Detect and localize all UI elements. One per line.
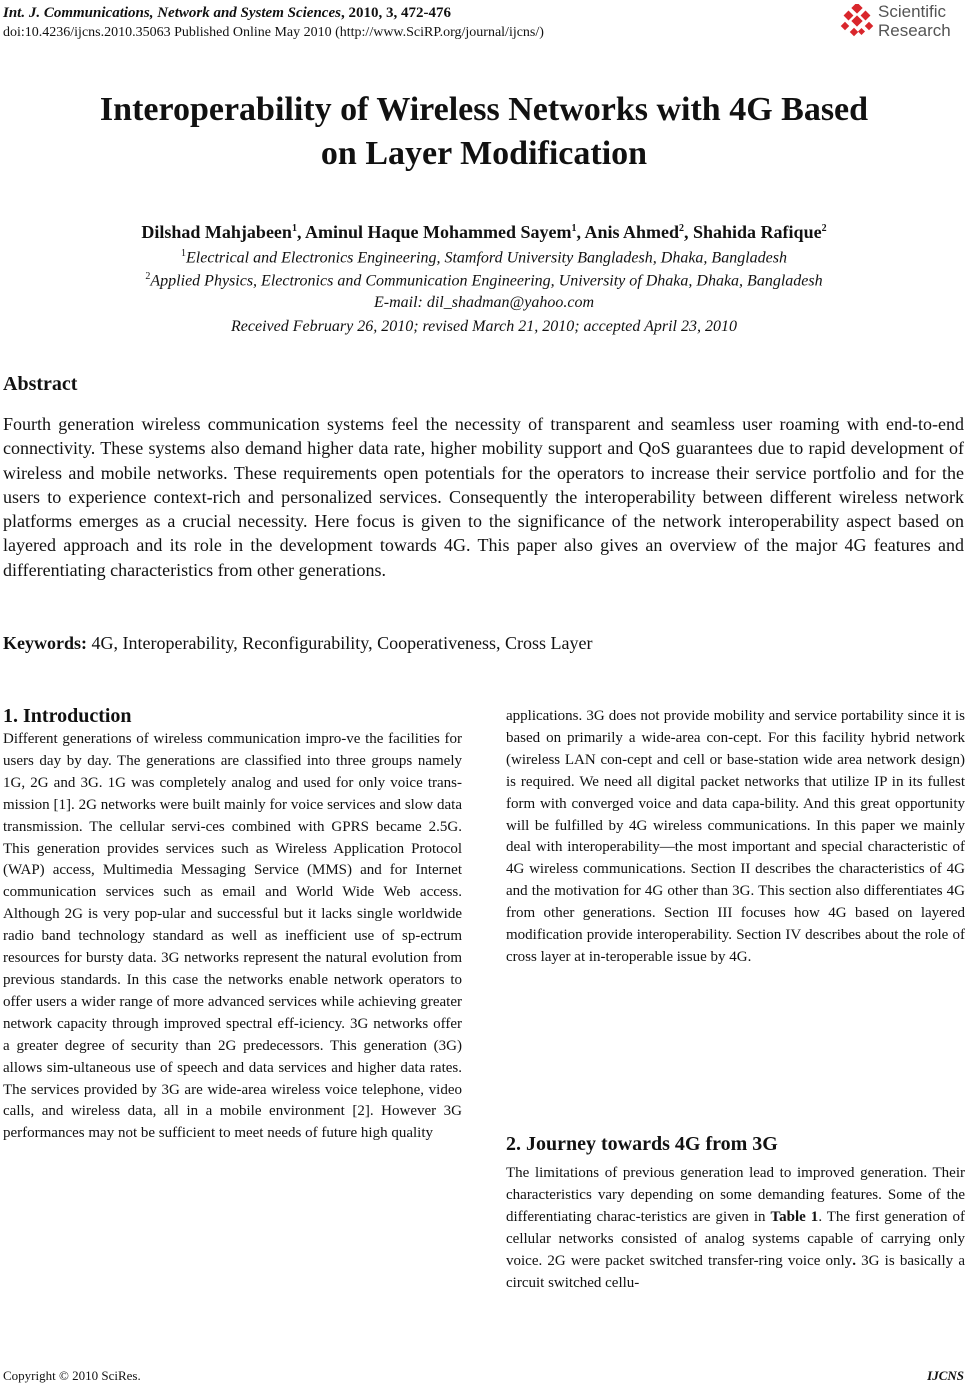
logo-line1: Scientific [878, 2, 947, 21]
paper-title [0, 88, 968, 176]
footer-journal: IJCNS [927, 1368, 964, 1383]
author-name: Anis Ahmed [584, 222, 680, 242]
keywords-text: 4G, Interoperability, Reconfigurability, Cooperativeness, Cross Layer [87, 633, 593, 653]
journal-volume: , 2010, 3, 472-476 [340, 5, 451, 21]
affiliation-1-mark: 1 [181, 248, 187, 259]
logo-line2: Research [878, 21, 951, 40]
copyright: Copyright © 2010 SciRes. [3, 1368, 141, 1383]
affiliation-1 [0, 248, 968, 267]
affiliation-2-text: Applied Physics, Electronics and Communication Engineering, University of Dhaka, Dhaka, Bangladesh [150, 272, 823, 290]
author-separator: , [576, 222, 585, 242]
author-separator: , [684, 222, 694, 242]
scientific-research-logo [840, 2, 962, 42]
author-affiliation-mark: 1 [571, 223, 577, 234]
author-affiliation-mark: 1 [291, 223, 297, 234]
section-1-body: Different generations of wireless communication impro-ve the facilities for users day by day. The generations are classified into three groups namely 1G, 2G and 3G. 1G was completely analog and used for only voice trans-mission [1]. 2G networks were built mainly for voice services and slow data transmission. The cellular servi-ces combined with GPRS became 2.5G. This generation provides services such as Wireless Application Protocol (WAP) access, Multimedia Messaging Service (MMS) and for Internet communication services such as email and World Wide Web access. Although 2G is very pop-ular and successful but it lacks single worldwide radio band technology standard as well as inefficient use of sp-ectrum resources for bursty data. 3G networks represent the natural evolution from previous standards. In this case the networks enable network operators to offer users a wider range of more advanced services while achieving greater network capacity through improved spectral eff-iciency. 3G networks offer a greater degree of security than 2G predecessors. This generation (3G) allows sim-ultaneous use of speech and data services and higher data rates. The services provided by 3G are wide-area wireless voice telephone, video calls, and wireless data, all in a mobile environment [2]. However 3G performances may not be sufficient to meet needs of future high quality [3, 731, 462, 1142]
title-line1: Interoperability of Wireless Networks with 4G Based [99, 91, 869, 128]
section-1-continuation: applications. 3G does not provide mobility and service portability since it is based on primarily a wide-area con-cept. For this facility hybrid network (wireless LAN con-cept and cell or base-station wide area network design) is required. We need all digital packet networks that utilize IP in its fullest form with converged voice and data capa-bility. And this great opportunity will be fulfilled by 4G wireless communications. In this paper we mainly deal with interoperability—the most important and special characteristic of 4G wireless communications. Section II describes the characteristics of 4G and the motivation for 4G other than 3G. This section also differentiates 4G from other generations. Section III focuses how 4G based on layered modification provide interoperability. Section IV describes about the role of cross layer at in-teroperable issue by 4G. [506, 708, 965, 965]
author-separator: , [296, 222, 305, 242]
author-list [0, 222, 968, 243]
affiliation-2 [0, 271, 968, 290]
keywords-label: Keywords: [3, 633, 87, 653]
title-line2: on Layer Modification [320, 135, 648, 172]
author-name: Dilshad Mahjabeen [141, 222, 292, 242]
section-2-text-mid: . The first generation of cellular networks consisted of analog systems capable of carrying only voice. 2G were packet switched transfer-ring voice only [506, 1208, 966, 1269]
author-affiliation-mark: 2 [821, 223, 827, 234]
section-1-heading: 1. Introduction [3, 705, 132, 727]
affiliation-1-text: Electrical and Electronics Engineering, Stamford University Bangladesh, Dhaka, Bangladesh [186, 249, 787, 267]
section-2-body [506, 1163, 965, 1294]
abstract-text: Fourth generation wireless communication systems feel the necessity of transparent and seamless user roaming with end-to-end connectivity. These systems also demand higher data rate, higher mobility support and QoS guarantees due to rapid development of wireless and mobile networks. These requirements open potentials for the operators to increase their service portfolio and for the users to experience context-rich and personalized services. Consequently the interoperability between different wireless network platforms emerges as a crucial necessity. Here focus is given to the significance of the network interoperability aspect based on layered approach and its role in the development towards 4G. This paper also gives an overview of the major 4G features and differentiating characteristics from other generations. [3, 414, 964, 580]
author-name: Aminul Haque Mohammed Sayem [304, 222, 572, 242]
table-1-reference[interactable]: Table 1 [770, 1208, 819, 1225]
section-2-heading: 2. Journey towards 4G from 3G [506, 1133, 778, 1155]
section-2-text-after: 3G is basically a circuit switched cellu- [506, 1252, 966, 1291]
email: E-mail: dil_shadman@yahoo.com [373, 294, 595, 311]
logo-icon [840, 4, 874, 38]
journal-name: Int. J. Communications, Network and System Sciences [3, 5, 341, 21]
affiliation-2-mark: 2 [145, 271, 151, 282]
doi-line: doi:10.4236/ijcns.2010.35063 Published Online May 2010 (http://www.SciRP.org/journal/ijcns/) [3, 25, 544, 40]
section-2-bold-period: . [852, 1252, 856, 1269]
keywords [3, 633, 593, 654]
author-name: Shahida Rafique [693, 222, 822, 242]
journal-header [3, 5, 451, 22]
section-2-text-before: The limitations of previous generation lead to improved generation. Their characteristics vary depending on some demanding features. Some of the differentiating charac-teristics are given in [506, 1165, 965, 1225]
author-affiliation-mark: 2 [679, 223, 685, 234]
received-dates: Received February 26, 2010; revised March 21, 2010; accepted April 23, 2010 [231, 318, 737, 335]
abstract-heading: Abstract [3, 373, 78, 395]
